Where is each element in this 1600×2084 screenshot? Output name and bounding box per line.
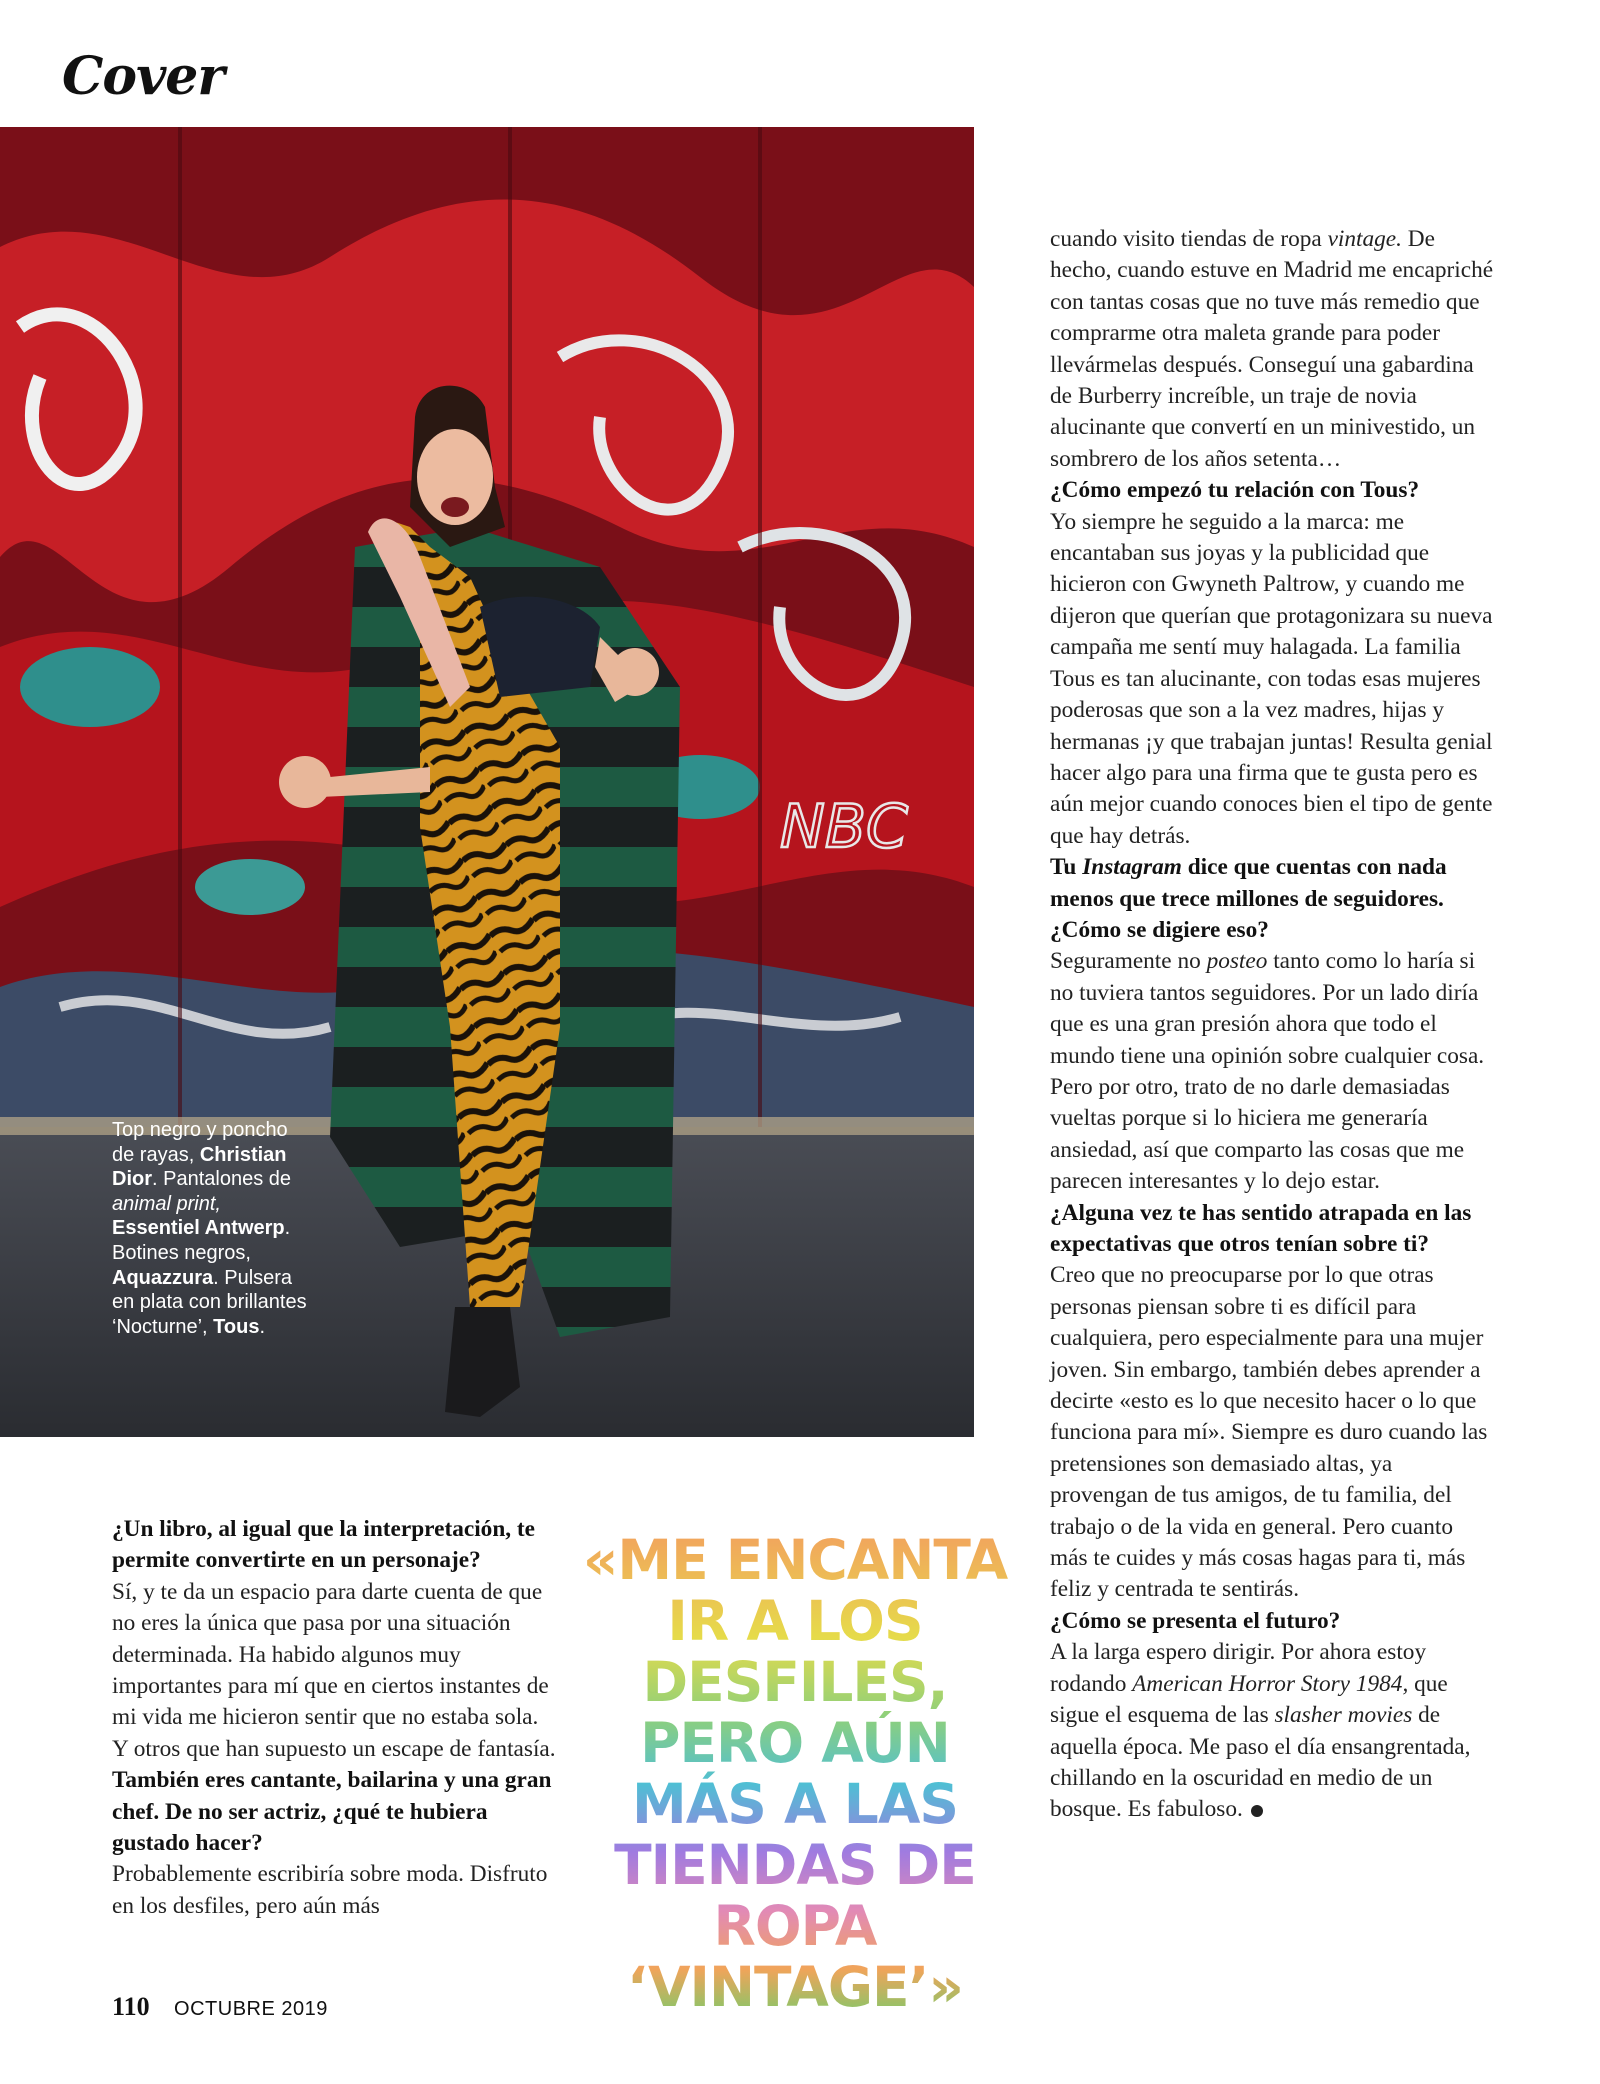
interview-question: También eres cantante, bailarina y una gran chef. De no ser actriz, ¿qué te hubiera gustado hacer?: [112, 1767, 552, 1857]
caption-text: .: [259, 1315, 266, 1338]
answer-paragraph: cuando visito tiendas de ropa vintage. De hecho, cuando estuve en Madrid me encapriché con tantas cosas que no tuve más remedio que comprarme otra maleta grande para poder llevármelas después. Conseguí una gabardina de Burberry increíble, un traje de novia alucinante que convertí en un minivestido, un sombrero de los años setenta…: [1050, 226, 1494, 472]
answer-paragraph: Yo siempre he seguido a la marca: me encantaban sus joyas y la publicidad que hicieron con Gwyneth Paltrow, y cuando me dijeron que querían que protagonizara su nueva campaña me sentí muy halagada. La familia Tous es tan alucinante, con todas esas mujeres poderosas que son a la vez madres, hijas y hermanas ¡y que trabajan juntas! Resulta genial hacer algo para una firma que te gusta pero es aún mejor cuando conoces bien el tipo de gente que hay detrás.: [1050, 508, 1493, 849]
interview-question: ¿Alguna vez te has sentido atrapada en las expectativas que otros tenían sobre ti?: [1050, 1199, 1472, 1257]
answer-paragraph: Sí, y te da un espacio para darte cuenta de que no eres la única que pasa por una situación determinada. Ha habido algunos muy importantes para mí que en ciertos instantes de mi vida me hicieron sentir que no estaba sola. Y otros que han supuesto un escape de fantasía.: [112, 1578, 556, 1762]
interview-question: Tu Instagram dice que cuentas con nada menos que trece millones de seguidores. ¿Cómo se digiere eso?: [1050, 854, 1447, 943]
photo-credits-caption: [112, 1118, 312, 1339]
answer-paragraph: Seguramente no posteo tanto como lo haría si no tuviera tantos seguidores. Por un lado diría que es una gran presión ahora que todo el mundo tiene una opinión sobre cualquier cosa. Pero por otro, trato de no darle demasiadas vueltas porque si lo hiciera me generaría ansiedad, así que comparto las cosas que me parecen interesantes y lo dejo estar.: [1050, 948, 1485, 1195]
caption-brand: Aquazzura: [112, 1266, 214, 1289]
caption-text: . Botines negros,: [112, 1217, 291, 1264]
caption-text: . Pulsera en plata con brillantes ‘Nocturne’,: [112, 1266, 307, 1338]
page-footer: [112, 1992, 328, 2022]
section-label: Cover: [62, 46, 224, 107]
article-right-column: [1050, 224, 1495, 1826]
answer-paragraph: A la larga espero dirigir. Por ahora estoy rodando American Horror Story 1984, que sigue el esquema de las slasher movies de aquella época. Me paso el día ensangrentada, chillando en la oscuridad en medio de un bosque. Es fabuloso.: [1050, 1639, 1471, 1823]
page-number: 110: [112, 1992, 150, 2021]
caption-text: . Pantalones de: [152, 1168, 291, 1191]
article-left-column: [112, 1514, 557, 1922]
issue-date: OCTUBRE 2019: [174, 1998, 328, 2020]
answer-paragraph: Probablemente escribiría sobre moda. Disfruto en los desfiles, pero aún más: [112, 1861, 548, 1919]
end-of-article-mark: [1251, 1805, 1263, 1817]
graffiti-tag: NBC: [780, 792, 908, 862]
caption-text-italic: animal print,: [112, 1192, 221, 1215]
caption-brand: Christian Dior: [112, 1143, 287, 1191]
pull-quote: «ME ENCANTA IR A LOS DESFILES, PERO AÚN MÁS A LAS TIENDAS DE ROPA ‘VINTAGE’»: [575, 1530, 1015, 2018]
interview-question: ¿Un libro, al igual que la interpretación, te permite convertirte en un personaje?: [112, 1516, 536, 1574]
interview-question: ¿Cómo se presenta el futuro?: [1050, 1607, 1341, 1634]
caption-brand: Essentiel Antwerp: [112, 1217, 285, 1240]
caption-text: Top negro y poncho de rayas,: [112, 1119, 288, 1166]
caption-brand: Tous: [213, 1315, 260, 1338]
answer-paragraph: Creo que no preocuparse por lo que otras personas piensan sobre ti es difícil para cualquiera, pero especialmente para una mujer joven. Sin embargo, también debes aprender a decirte «esto es lo que necesito hacer o lo que funciona para mí». Siempre es duro cuando las pretensiones son demasiado altas, ya provengan de tus amigos, de tu familia, del trabajo o de la vida en general. Pero cuanto más te cuides y más cosas hagas para ti, más feliz y centrada te sentirás.: [1050, 1262, 1488, 1603]
interview-question: ¿Cómo empezó tu relación con Tous?: [1050, 477, 1420, 504]
